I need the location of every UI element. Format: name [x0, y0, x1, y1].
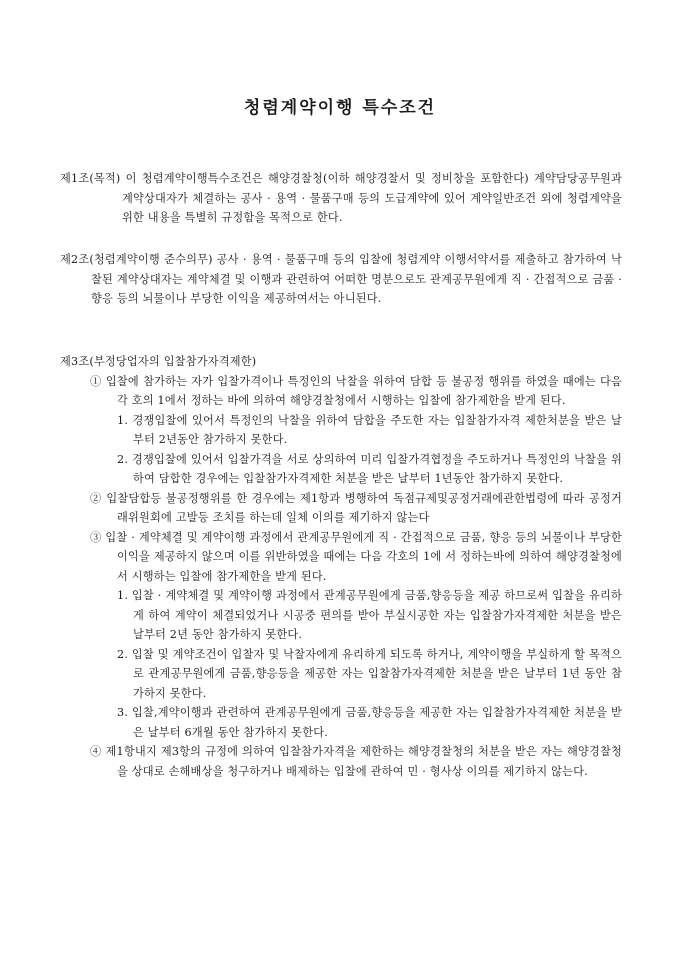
- article-3-paragraph-4: ④ 제1항내지 제3항의 규정에 의하여 입찰참가자격을 제한하는 해양경찰청의 처분을 받은 자는 해양경찰청을 상대로 손해배상을 청구하거나 배제하는 입찰에 관하여 민 · 형사상 이의를 제기하지 않는다.: [90, 745, 622, 778]
- article-3-paragraph-2: ② 입찰담합등 불공정행위를 한 경우에는 제1항과 병행하여 독점규제및공정거래에관한법령에 따라 공정거래위원회에 고발등 조치를 하는데 일체 이의를 제기하지 않는다: [90, 491, 622, 524]
- article-3-paragraph-1: ① 입찰에 참가하는 자가 입찰가격이나 특정인의 낙찰을 위하여 담합 등 불공정 행위를 하였을 때에는 다음 각 호의 1에서 정하는 바에 의하여 해양경찰청에서 시행하는 입찰에 참가제한을 받게 된다.: [90, 374, 622, 407]
- article-3-p3-item-1: 1. 입찰 · 계약체결 및 계약이행 과정에서 관계공무원에게 금품,향응등을 제공 하므로써 입찰을 유리하게 하여 계약이 체결되었거나 시공중 편의를 받아 부실시공한 자는 입찰참가자격제한 처분을 받은 날부터 2년 동안 참가하지 못한다.: [117, 589, 622, 641]
- article-3-heading: 제3조(부정당업자의 입찰참가자격제한): [60, 355, 257, 368]
- article-3-p3-item-2: 2. 입찰 및 계약조건이 입찰자 및 낙찰자에게 유리하게 되도록 하거나, 계약이행을 부실하게 할 목적으로 관계공무원에게 금품,향응등을 제공한 자는 입찰참가자격제한 처분을 받은 날부터 1년 동안 참가하지 못한다.: [117, 647, 622, 700]
- article-2: [60, 250, 622, 309]
- article-3-p3-item-3: 3. 입찰,계약이행과 관련하여 관계공무원에게 금품,향응등을 제공한 자는 입찰참가자격제한 처분을 받은 날부터 6개월 동안 참가하지 못한다.: [117, 706, 622, 739]
- document-title: 청렴계약이행 특수조건: [243, 98, 437, 118]
- article-3: [60, 352, 622, 781]
- article-3-p1-item-2: 2. 경쟁입찰에 있어서 입찰가격을 서로 상의하여 미리 입찰가격협정을 주도하거나 특정인의 낙찰을 위하여 담합한 경우에는 입찰참가자격제한 처분을 받은 날부터 1년동안 참가하지 못한다.: [117, 452, 622, 485]
- article-2-text: 제2조(청렴계약이행 준수의무) 공사 · 용역 · 물품구매 등의 입찰에 청렴계약 이행서약서를 제출하고 참가하여 낙찰된 계약상대자는 계약체결 및 이행과 관련하여 어떠한 명분으로도 관계공무원에게 직 · 간접적으로 금품 · 향응 등의 뇌물이나 부당한 이익을 제공하여서는 아니된다.: [60, 253, 622, 305]
- article-1: [60, 169, 622, 228]
- article-3-paragraph-3: ③ 입찰 · 계약체결 및 계약이행 과정에서 관계공무원에게 직 · 간접적으로 금품, 향응 등의 뇌물이나 부당한 이익을 제공하지 않으며 이를 위반하였을 때에는 다음 각호의 1에 서 정하는바에 의하여 해양경찰청에서 시행하는 입찰에 참가제한을 받게 된다.: [90, 530, 622, 583]
- article-1-text: 제1조(목적) 이 청렴계약이행특수조건은 해양경찰청(이하 해양경찰서 및 정비창을 포함한다) 계약담당공무원과 계약상대자가 체결하는 공사 · 용역 · 물품구매 등의 도급계약에 있어 계약일반조건 외에 청렴계약을 위한 내용을 특별히 규정함을 목적으로 한다.: [60, 172, 622, 224]
- article-3-p1-item-1: 1. 경쟁입찰에 있어서 특정인의 낙찰을 위하여 담합을 주도한 자는 입찰참가자격 제한처분을 받은 날부터 2년동안 참가하지 못한다.: [117, 413, 622, 446]
